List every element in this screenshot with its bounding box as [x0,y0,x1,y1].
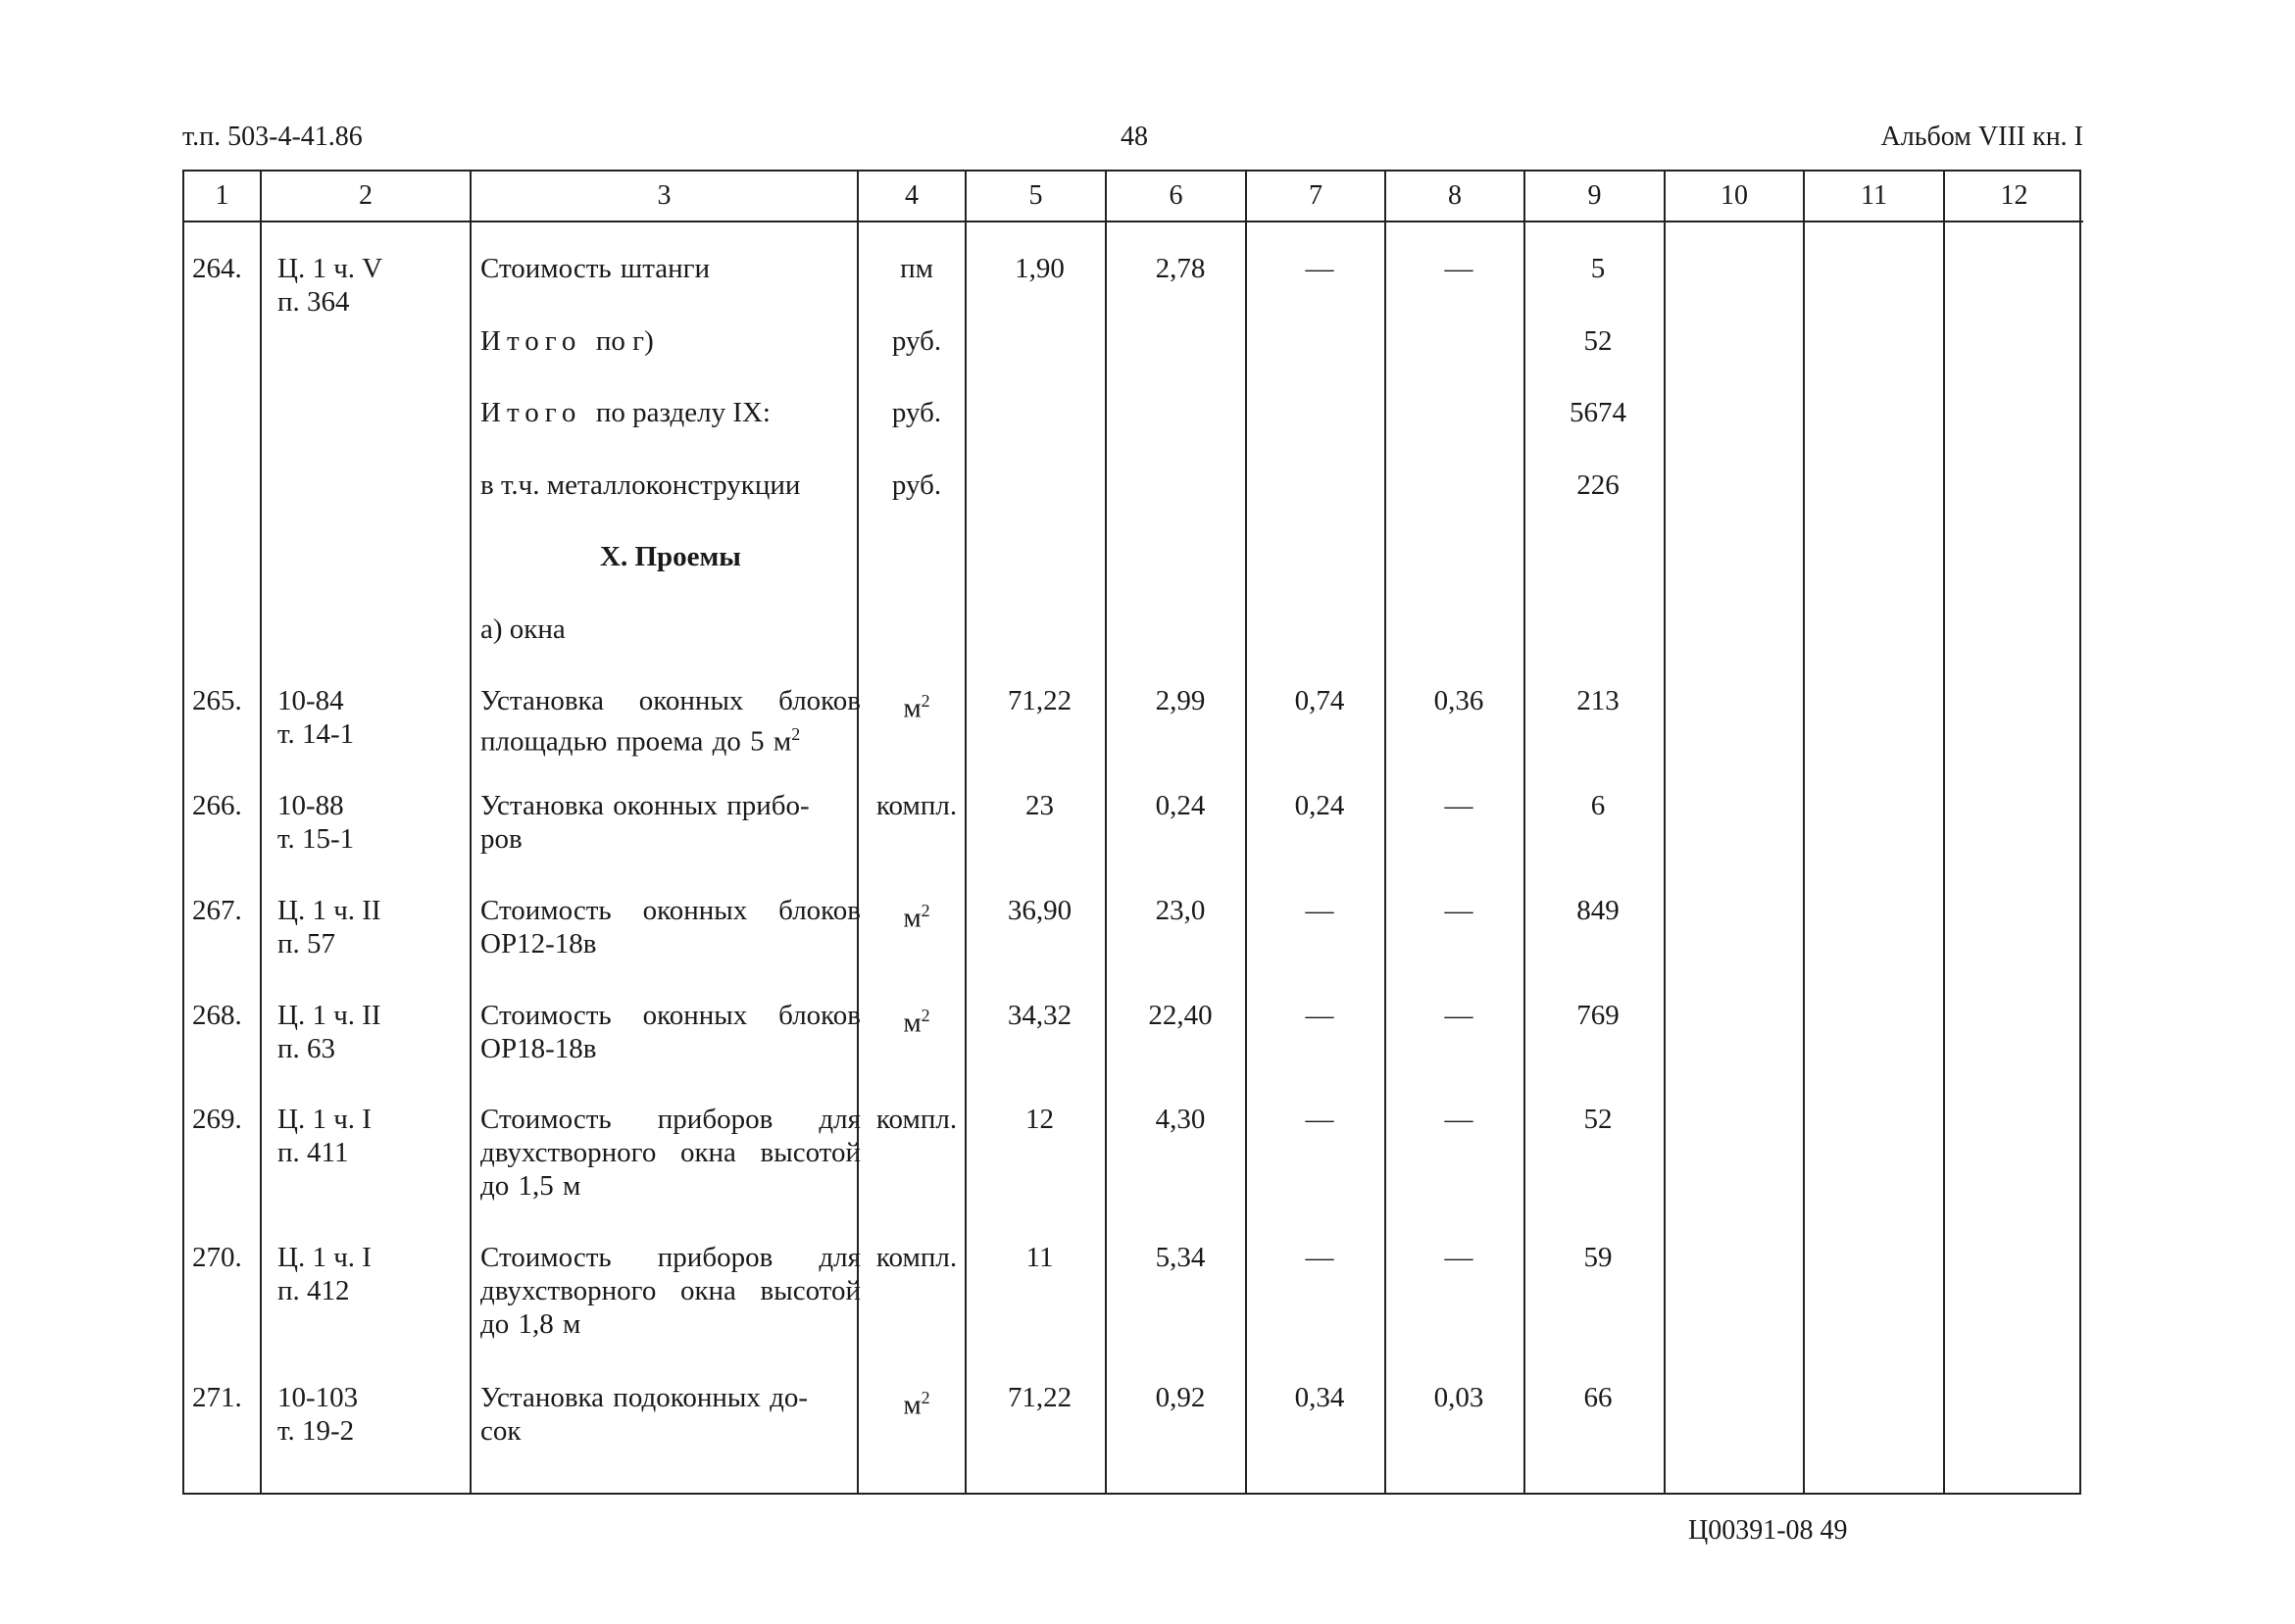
work-name: в т.ч. металлоконструкции [480,469,801,501]
total-cost: 59 [1583,1242,1613,1273]
quantity: 34,32 [1007,1000,1073,1031]
row-number: 266. [192,790,242,821]
unit: компл. [875,1242,958,1273]
column-header: 2 [261,172,471,221]
page-number: 48 [1121,122,1148,152]
wage-cost: — [1305,1104,1334,1135]
wage-cost: — [1305,253,1334,284]
column-header: 11 [1804,172,1944,221]
unit: компл. [875,790,958,821]
machine-wage: 0,03 [1433,1382,1484,1413]
estimate-table [182,170,2081,1495]
total-cost: 849 [1576,895,1620,926]
quantity: 71,22 [1007,1382,1073,1413]
sheet-code: Ц00391-08 49 [1688,1515,1848,1546]
work-name: Итого по г) [480,325,654,357]
total-cost: 213 [1576,685,1620,716]
column-header: 7 [1246,172,1385,221]
unit: руб. [891,397,942,428]
work-name: Стоимость оконных блоков ОР18-18в [480,1000,861,1064]
norm-code: 10-84 т. 14-1 [277,685,355,750]
album-label: Альбом VIII кн. I [1880,122,2083,152]
wage-cost: — [1305,895,1334,926]
row-number: 270. [192,1242,242,1273]
column-header: 10 [1665,172,1804,221]
column-header: 4 [858,172,966,221]
unit: $м^2$ [903,1388,930,1421]
wage-cost: — [1305,1242,1334,1273]
unit: $м^2$ [903,691,930,724]
unit: руб. [891,469,942,501]
wage-cost: — [1305,1000,1334,1031]
norm-code: 10-103 т. 19-2 [277,1382,359,1447]
work-name: Стоимость приборов для двухстворного окна высотой до 1,5 м [480,1104,861,1202]
norm-code: Ц. 1 ч. I п. 411 [277,1104,372,1168]
norm-code: Ц. 1 ч. V п. 364 [277,253,383,318]
unit: руб. [891,325,942,357]
machine-wage: — [1444,1104,1473,1135]
unit-cost: 2,78 [1155,253,1206,284]
unit-cost: 22,40 [1148,1000,1213,1031]
quantity: 23 [1025,790,1054,821]
machine-wage: — [1444,790,1473,821]
total-cost: 6 [1590,790,1606,821]
column-header: 9 [1524,172,1665,221]
work-name: Установка оконных прибо- ров [480,790,810,855]
total-cost: 5 [1590,253,1606,284]
work-name: Установка оконных блоков площадью проема до 5 $м^2$ [480,685,861,758]
unit-cost: 0,24 [1155,790,1206,821]
work-name: Установка подоконных до- сок [480,1382,809,1447]
norm-code: 10-88 т. 15-1 [277,790,355,855]
norm-code: Ц. 1 ч. I п. 412 [277,1242,372,1306]
total-cost: 66 [1583,1382,1613,1413]
machine-wage: — [1444,253,1473,284]
quantity: 1,90 [1015,253,1065,284]
machine-wage: — [1444,895,1473,926]
row-number: 268. [192,1000,242,1031]
column-header: 3 [471,172,858,221]
quantity: 71,22 [1007,685,1073,716]
total-cost: 5674 [1570,397,1626,428]
unit-cost: 5,34 [1155,1242,1206,1273]
row-number: 269. [192,1104,242,1135]
total-cost: 52 [1583,1104,1613,1135]
unit: $м^2$ [903,1006,930,1039]
row-number: 265. [192,685,242,716]
total-cost: 226 [1576,469,1620,501]
machine-wage: — [1444,1242,1473,1273]
unit-cost: 23,0 [1155,895,1206,926]
row-number: 267. [192,895,242,926]
column-header: 12 [1944,172,2083,221]
machine-wage: 0,36 [1433,685,1484,716]
norm-code: Ц. 1 ч. II п. 63 [277,1000,381,1064]
wage-cost: 0,24 [1294,790,1345,821]
row-number: 271. [192,1382,242,1413]
work-name: X. Проемы [600,541,741,572]
work-name: Стоимость штанги [480,253,711,284]
column-header: 5 [966,172,1106,221]
column-header-row [184,172,2083,221]
work-name: Стоимость приборов для двухстворного окна высотой до 1,8 м [480,1242,861,1340]
unit: пм [900,253,933,284]
total-cost: 769 [1576,1000,1620,1031]
row-number: 264. [192,253,242,284]
norm-code: Ц. 1 ч. II п. 57 [277,895,381,960]
unit: компл. [875,1104,958,1135]
unit: $м^2$ [903,901,930,934]
wage-cost: 0,74 [1294,685,1345,716]
column-header: 1 [184,172,261,221]
work-name: Стоимость оконных блоков ОР12-18в [480,895,861,960]
unit-cost: 2,99 [1155,685,1206,716]
wage-cost: 0,34 [1294,1382,1345,1413]
total-cost: 52 [1583,325,1613,357]
quantity: 36,90 [1007,895,1073,926]
doc-code: т.п. 503-4-41.86 [182,122,363,152]
quantity: 12 [1025,1104,1054,1135]
machine-wage: — [1444,1000,1473,1031]
unit-cost: 4,30 [1155,1104,1206,1135]
column-header: 8 [1385,172,1524,221]
unit-cost: 0,92 [1155,1382,1206,1413]
work-name: а) окна [480,614,566,645]
quantity: 11 [1025,1242,1054,1273]
work-name: Итого по разделу IX: [480,397,771,428]
column-header: 6 [1106,172,1246,221]
